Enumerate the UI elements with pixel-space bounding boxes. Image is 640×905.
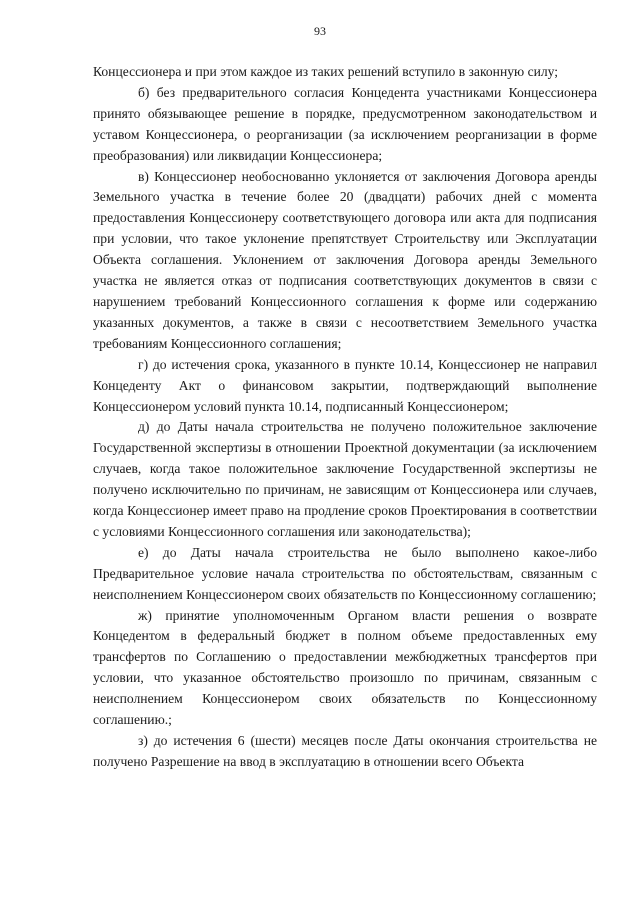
paragraph-item-d: д) до Даты начала строительства не получено положительное заключение Государственной экспертизы в отношении Проектной документации (за исключением случаев, когда такое положительное заключение Государственной экспертизы не получено исключительно по причинам, не зависящим от Концессионера или случаев, когда Концессионер имеет право на продление сроков Проектирования в соответствии с условиями Концессионного соглашения или законодательства); <box>93 419 597 539</box>
paragraph-item-g: г) до истечения срока, указанного в пункте 10.14, Концессионер не направил Концеденту Акт о финансовом закрытии, подтверждающий выполнение Концессионером условий пункта 10.14, подписанный Концессионером; <box>93 356 597 414</box>
document-body <box>93 62 597 773</box>
paragraph-item-b: б) без предварительного согласия Концедента участниками Концессионера принято обязывающее решение в порядке, предусмотренном законодательством и уставом Концессионера, о реорганизации (за исключением реорганизации в форме преобразования) или ликвидации Концессионера; <box>93 84 597 163</box>
paragraph-item-zh: ж) принятие уполномоченным Органом власти решения о возврате Концедентом в федеральный бюджет в полном объеме предоставленных ему трансфертов по Соглашению о предоставлении межбюджетных трансфертов при условии, что указанное обстоятельство произошло по причинам, связанным с неисполнением Концессионером своих обязательств по Концессионному соглашению.; <box>93 607 597 728</box>
paragraph-item-v: в) Концессионер необоснованно уклоняется от заключения Договора аренды Земельного участка в течение более 20 (двадцати) рабочих дней с момента предоставления Концессионеру соответствующего договора или акта для подписания при условии, что такое уклонение препятствует Строительству или Эксплуатации Объекта соглашения. Уклонением от заключения Договора аренды Земельного участка не является отказ от подписания соответствующих документов в связи с нарушением требований Концессионного соглашения к форме или содержанию указанных документов, а также в связи с несоответствием Земельного участка требованиям Концессионного соглашения; <box>93 168 597 351</box>
paragraph-item-z: з) до истечения 6 (шести) месяцев после Даты окончания строительства не получено Разрешение на ввод в эксплуатацию в отношении всего Объекта <box>93 733 597 769</box>
page-number: 93 <box>314 24 326 38</box>
paragraph-item-e: е) до Даты начала строительства не было выполнено какое-либо Предварительное условие начала строительства по обстоятельствам, связанным с неисполнением Концессионером своих обязательств по Концессионному соглашению; <box>93 544 597 602</box>
paragraph-continuation: Концессионера и при этом каждое из таких решений вступило в законную силу; <box>93 64 559 79</box>
